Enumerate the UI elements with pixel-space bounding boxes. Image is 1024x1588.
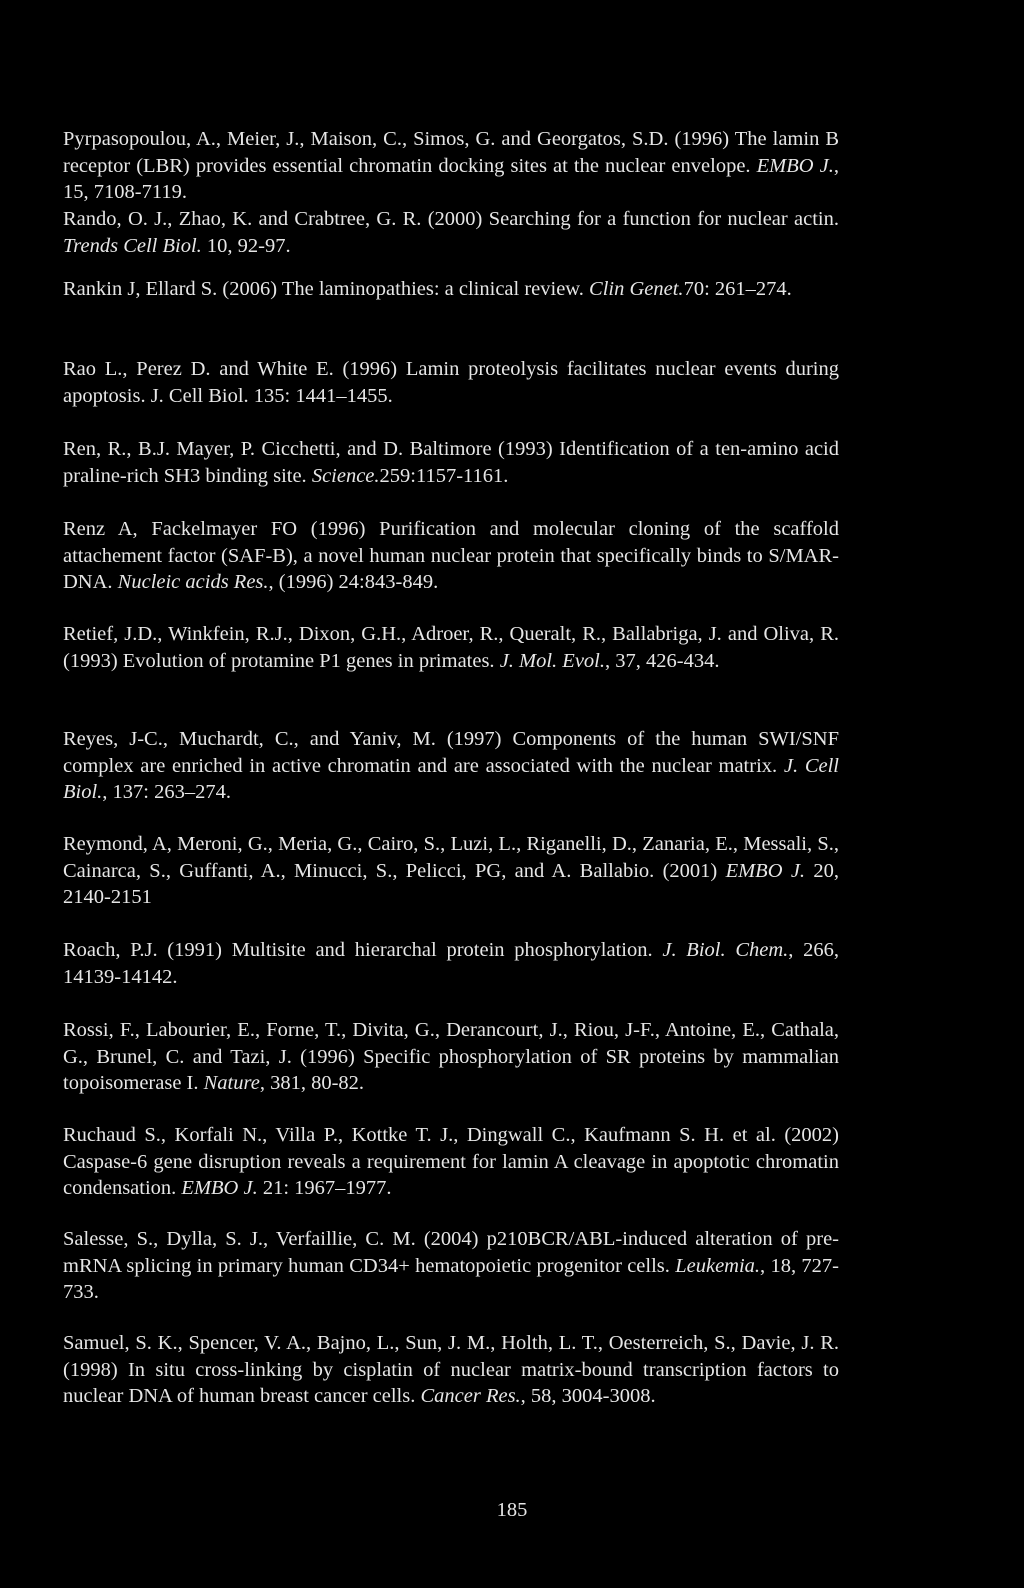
journal-name: EMBO J. — [756, 154, 834, 177]
reference-text: Salesse, S., Dylla, S. J., Verfaillie, C. M. (2004) p210BCR/ABL-induced alteration of pre-mRNA splicing in primary human CD34+ hematopoietic progenitor cells. — [63, 1228, 839, 1277]
reference-text: , 58, 3004-3008. — [520, 1385, 656, 1407]
reference-text: 259:1157-1161. — [379, 464, 509, 487]
reference-entry — [63, 356, 839, 409]
reference-text: Ren, R., B.J. Mayer, P. Cicchetti, and D. Baltimore (1993) Identification of a ten-amino acid praline-rich SH3 binding site. — [63, 438, 839, 487]
reference-text: Reyes, J-C., Muchardt, C., and Yaniv, M. (1997) Components of the human SWI/SNF complex are enriched in active chromatin and are associated with the nuclear matrix. — [63, 728, 839, 777]
reference-text: , 137: 263–274. — [102, 781, 231, 803]
journal-name: Science. — [311, 464, 380, 487]
journal-name: EMBO J. — [725, 859, 806, 882]
reference-entry — [63, 831, 839, 911]
reference-text: Ruchaud S., Korfali N., Villa P., Kottke T. J., Dingwall C., Kaufmann S. H. et al. (2002) Caspase-6 gene disruption reveals a requirement for lamin A cleavage in apoptotic chromatin condensation. — [63, 1124, 839, 1199]
reference-entry — [63, 206, 839, 259]
reference-text: , 266, 14139-14142. — [63, 939, 839, 988]
journal-name: Nature — [203, 1072, 260, 1094]
reference-text: 21: 1967–1977. — [257, 1177, 392, 1199]
reference-entry — [63, 1330, 839, 1410]
reference-text: , 381, 80-82. — [259, 1072, 365, 1094]
journal-name: EMBO J. — [181, 1177, 258, 1199]
reference-text: Reymond, A, Meroni, G., Meria, G., Cairo, S., Luzi, L., Riganelli, D., Zanaria, E., Messali, S., Cainarca, S., Guffanti, A., Minucci, S., Pelicci, PG, and A. Ballabio. (2001) — [63, 833, 839, 882]
reference-text: 10, 92-97. — [201, 234, 291, 257]
reference-entry — [63, 621, 839, 674]
reference-text: Pyrpasopoulou, A., Meier, J., Maison, C., Simos, G. and Georgatos, S.D. (1996) The lamin B receptor (LBR) provides essential chromatin docking sites at the nuclear envelope. — [63, 128, 839, 177]
journal-name: J. Biol. Chem. — [662, 939, 789, 961]
reference-text: 70: 261–274. — [683, 278, 792, 300]
reference-entry — [63, 126, 839, 206]
reference-text: Rankin J, Ellard S. (2006) The laminopathies: a clinical review. — [63, 278, 590, 300]
reference-text: , (1996) 24:843-849. — [268, 571, 439, 593]
reference-entry — [63, 1122, 839, 1202]
journal-name: Clin Genet. — [589, 278, 684, 300]
reference-entry — [63, 436, 839, 489]
reference-text: Renz A, Fackelmayer FO (1996) Purification and molecular cloning of the scaffold attachement factor (SAF-B), a novel human nuclear protein that specifically binds to S/MAR-DNA. — [63, 518, 839, 593]
reference-text: 20, 2140-2151 — [63, 859, 840, 908]
page-number: 185 — [496, 1499, 528, 1521]
journal-name: Leukemia. — [675, 1254, 761, 1277]
reference-entry — [63, 516, 839, 596]
reference-text: Rossi, F., Labourier, E., Forne, T., Divita, G., Derancourt, J., Riou, J-F., Antoine, E., Cathala, G., Brunel, C. and Tazi, J. (1996) Specific phosphorylation of SR proteins by mammalian topoisomerase I. — [63, 1019, 839, 1094]
reference-text: Retief, J.D., Winkfein, R.J., Dixon, G.H., Adroer, R., Queralt, R., Ballabriga, J. and Oliva, R. (1993) Evolution of protamine P1 genes in primates. — [63, 623, 839, 672]
reference-entry — [63, 1226, 839, 1306]
reference-entry — [63, 1017, 839, 1097]
reference-text: , 18, 727-733. — [63, 1254, 840, 1303]
journal-name: J. Mol. Evol. — [499, 649, 606, 672]
reference-text: Roach, P.J. (1991) Multisite and hierarchal protein phosphorylation. — [63, 939, 663, 961]
reference-text: , 37, 426-434. — [605, 649, 720, 672]
reference-entry — [63, 276, 839, 303]
journal-name: Cancer Res. — [420, 1385, 521, 1407]
reference-text: Rao L., Perez D. and White E. (1996) Lamin proteolysis facilitates nuclear events during apoptosis. J. Cell Biol. 135: 1441–1455. — [63, 358, 839, 407]
reference-text: , 15, 7108-7119. — [63, 154, 839, 203]
reference-entry — [63, 726, 839, 806]
reference-text: Samuel, S. K., Spencer, V. A., Bajno, L., Sun, J. M., Holth, L. T., Oesterreich, S., Davie, J. R. (1998) In situ cross-linking by cisplatin of nuclear matrix-bound transcription factors to nuclear DNA of human breast cancer cells. — [63, 1332, 839, 1407]
reference-text: Rando, O. J., Zhao, K. and Crabtree, G. R. (2000) Searching for a function for nuclear actin. — [63, 208, 839, 230]
journal-name: J. Cell Biol. — [63, 754, 840, 803]
journal-name: Nucleic acids Res. — [117, 571, 269, 593]
journal-name: Trends Cell Biol. — [63, 234, 202, 257]
reference-entry — [63, 937, 839, 990]
